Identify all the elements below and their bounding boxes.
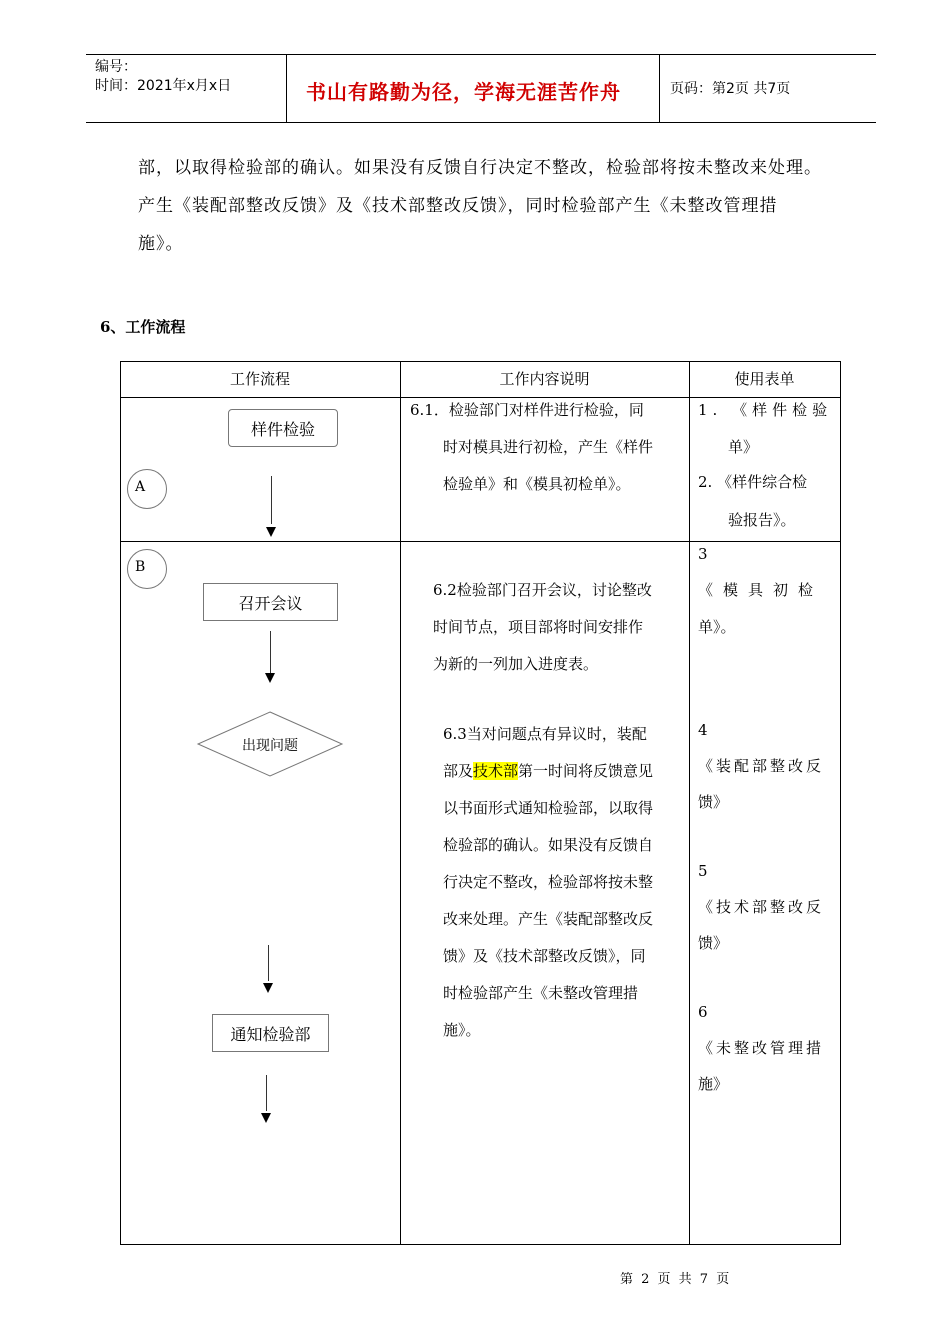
form-3-number: 3	[698, 545, 708, 563]
form-6-line-1: 《未整改管理措	[698, 1039, 825, 1057]
header-bottom-rule	[86, 122, 876, 123]
section-heading: 6、工作流程	[100, 318, 186, 336]
row2-desc2-post: 第一时间将反馈意见	[518, 762, 654, 780]
row1-form-line-1: 1. 《样件检验	[698, 401, 833, 419]
table-rule-right	[840, 361, 841, 1244]
form-3-line-2: 单》。	[698, 618, 736, 636]
form-3-line-1: 《模具初检	[698, 581, 824, 599]
row2-desc2-line-9: 施》。	[443, 1021, 481, 1039]
table-rule-row1	[120, 541, 841, 542]
table-rule-left	[120, 361, 121, 1244]
row2-desc1-line-2: 时间节点，项目部将时间安排作	[433, 618, 644, 636]
table-rule-top	[120, 361, 841, 362]
row2-desc1-line-3: 为新的一列加入进度表。	[433, 655, 599, 673]
flow-box-notify-inspection: 通知检验部	[212, 1014, 329, 1052]
table-rule-col2	[400, 361, 401, 1244]
row2-desc2-line-6: 改来处理。产生《装配部整改反	[443, 910, 654, 928]
row1-desc-line-1: 6.1．检验部门对样件进行检验，同	[410, 401, 644, 419]
intro-line-2: 产生《装配部整改反馈》及《技术部整改反馈》，同时检验部产生《未整改管理措	[138, 196, 778, 216]
arrow-line-2	[270, 631, 271, 673]
arrow-line-4	[266, 1075, 267, 1111]
connector-a	[127, 469, 167, 509]
table-rule-bottom	[120, 1244, 841, 1245]
col-header-forms: 使用表单	[734, 370, 795, 388]
row2-desc2-line-2	[443, 753, 682, 790]
header-divider-left	[286, 54, 287, 122]
connector-b	[127, 549, 167, 589]
row1-form-line-4: 验报告》。	[728, 511, 796, 529]
flow-box-meeting: 召开会议	[203, 583, 338, 621]
arrow-head-1	[266, 527, 276, 537]
form-5-line-1: 《技术部整改反	[698, 898, 825, 916]
col-header-flow: 工作流程	[229, 370, 290, 388]
header-page-label: 页码：第2页 共7页	[670, 81, 791, 97]
row2-desc2-line-5: 行决定不整改，检验部将按未整	[443, 873, 654, 891]
row2-desc2-line-4: 检验部的确认。如果没有反馈自	[443, 836, 654, 854]
form-6-line-2: 施》	[698, 1075, 729, 1093]
form-5-number: 5	[698, 862, 708, 880]
header-motto: 书山有路勤为径，学海无涯苦作舟	[306, 80, 621, 104]
highlighted-technical-dept: 技术部	[473, 762, 519, 780]
row2-desc2-line-1: 6.3当对问题点有异议时，装配	[443, 725, 647, 743]
header-time-label: 时间：2021年x月x日	[95, 78, 232, 94]
flow-box-sample-inspection: 样件检验	[228, 409, 338, 447]
arrow-line-1	[271, 476, 272, 524]
arrow-head-2	[265, 673, 275, 683]
header-divider-right	[659, 54, 660, 122]
intro-line-1: 部，以取得检验部的确认。如果没有反馈自行决定不整改，检验部将按未整改来处理。	[138, 158, 822, 178]
row2-desc1-line-1: 6.2检验部门召开会议，讨论整改	[433, 581, 652, 599]
table-rule-col3	[689, 361, 690, 1244]
row1-desc-line-3: 检验单》和《模具初检单》。	[443, 475, 631, 493]
row1-form-line-3: 2. 《样件综合检	[698, 473, 808, 491]
row2-desc2-line-8: 时检验部产生《未整改管理措	[443, 984, 639, 1002]
form-4-number: 4	[698, 721, 708, 739]
row2-desc2-line-7: 馈》及《技术部整改反馈》，同	[443, 947, 646, 965]
connector-b-label: B	[135, 559, 146, 575]
decision-diamond-label: 出现问题	[242, 738, 298, 754]
row2-desc2-pre: 部及	[443, 762, 474, 780]
form-4-line-1: 《装配部整改反	[698, 757, 825, 775]
intro-line-3: 施》。	[138, 234, 184, 254]
row1-form-line-2: 单》	[728, 438, 759, 456]
header-top-rule	[86, 54, 876, 55]
arrow-head-4	[261, 1113, 271, 1123]
col-header-description: 工作内容说明	[499, 370, 590, 388]
form-4-line-2: 馈》	[698, 793, 729, 811]
page-footer: 第 2 页 共 7 页	[620, 1272, 732, 1287]
connector-a-label: A	[135, 479, 146, 495]
row1-desc-line-2: 时对模具进行初检，产生《样件	[443, 438, 654, 456]
form-6-number: 6	[698, 1003, 708, 1021]
header-number-label: 编号：	[95, 59, 137, 75]
row2-desc2-line-3: 以书面形式通知检验部，以取得	[443, 799, 654, 817]
arrow-line-3	[268, 945, 269, 981]
arrow-head-3	[263, 983, 273, 993]
form-5-line-2: 馈》	[698, 934, 729, 952]
